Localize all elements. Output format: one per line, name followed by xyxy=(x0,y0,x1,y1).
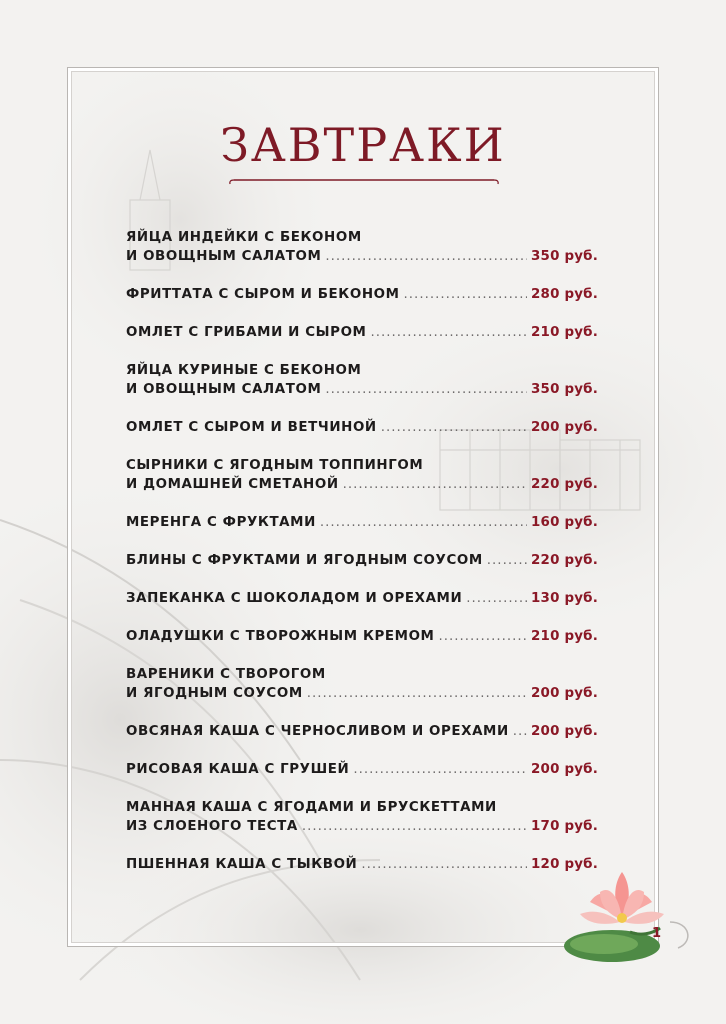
menu-item-price: 130 руб. xyxy=(531,591,598,606)
menu-item xyxy=(126,551,598,570)
dot-leader xyxy=(343,475,527,494)
menu-item xyxy=(126,665,598,703)
menu-item-line xyxy=(126,589,598,608)
menu-item-price: 280 руб. xyxy=(531,287,598,302)
menu-item-price: 200 руб. xyxy=(531,420,598,435)
breakfast-menu-list xyxy=(126,228,598,893)
menu-item-price: 200 руб. xyxy=(531,724,598,739)
menu-item-price: 200 руб. xyxy=(531,686,598,701)
page-title: ЗАВТРАКИ xyxy=(220,118,506,172)
menu-item-name: ЯЙЦА ИНДЕЙКИ С БЕКОНОМ xyxy=(126,230,362,245)
menu-item-line xyxy=(126,855,598,874)
menu-item-line xyxy=(126,798,598,817)
menu-item-name: ОМЛЕТ С ГРИБАМИ И СЫРОМ xyxy=(126,325,367,340)
menu-item-line xyxy=(126,665,598,684)
menu-item-name: РИСОВАЯ КАША С ГРУШЕЙ xyxy=(126,762,350,777)
menu-item-name: ЗАПЕКАНКА С ШОКОЛАДОМ И ОРЕХАМИ xyxy=(126,591,463,606)
menu-item-line xyxy=(126,627,598,646)
dot-leader xyxy=(353,760,527,779)
title-underline-ornament xyxy=(228,176,500,186)
menu-item-name: И ДОМАШНЕЙ СМЕТАНОЙ xyxy=(126,477,339,492)
menu-item-price: 170 руб. xyxy=(531,819,598,834)
dot-leader xyxy=(302,817,527,836)
dot-leader xyxy=(370,323,527,342)
menu-item-name: И ЯГОДНЫМ СОУСОМ xyxy=(126,686,303,701)
menu-item-name: МАННАЯ КАША С ЯГОДАМИ И БРУСКЕТТАМИ xyxy=(126,800,497,815)
menu-item xyxy=(126,760,598,779)
menu-item-name: БЛИНЫ С ФРУКТАМИ И ЯГОДНЫМ СОУСОМ xyxy=(126,553,483,568)
menu-item-name: МЕРЕНГА С ФРУКТАМИ xyxy=(126,515,316,530)
menu-item-line xyxy=(126,475,598,494)
menu-item-line xyxy=(126,722,598,741)
menu-item-line xyxy=(126,551,598,570)
menu-item-line xyxy=(126,760,598,779)
menu-item-line xyxy=(126,513,598,532)
menu-item xyxy=(126,456,598,494)
dot-leader xyxy=(487,551,527,570)
menu-item xyxy=(126,627,598,646)
menu-item-name: ВАРЕНИКИ С ТВОРОГОМ xyxy=(126,667,326,682)
menu-item xyxy=(126,285,598,304)
dot-leader xyxy=(307,684,527,703)
menu-item xyxy=(126,361,598,399)
dot-leader xyxy=(320,513,527,532)
menu-item xyxy=(126,513,598,532)
page-number: 1 xyxy=(652,926,662,941)
menu-item-name: ОЛАДУШКИ С ТВОРОЖНЫМ КРЕМОМ xyxy=(126,629,435,644)
menu-item-line xyxy=(126,418,598,437)
dot-leader xyxy=(325,380,527,399)
menu-item xyxy=(126,798,598,836)
dot-leader xyxy=(381,418,527,437)
menu-item-line xyxy=(126,285,598,304)
menu-item-name: ОМЛЕТ С СЫРОМ И ВЕТЧИНОЙ xyxy=(126,420,377,435)
menu-item-price: 200 руб. xyxy=(531,762,598,777)
menu-item xyxy=(126,323,598,342)
menu-item-name: ПШЕННАЯ КАША С ТЫКВОЙ xyxy=(126,857,358,872)
menu-item xyxy=(126,722,598,741)
menu-item-name: И ОВОЩНЫМ САЛАТОМ xyxy=(126,382,322,397)
menu-item-price: 210 руб. xyxy=(531,325,598,340)
menu-item-name: ЯЙЦА КУРИНЫЕ С БЕКОНОМ xyxy=(126,363,362,378)
menu-item-line xyxy=(126,228,598,247)
menu-item-line xyxy=(126,380,598,399)
menu-item xyxy=(126,228,598,266)
dot-leader xyxy=(439,627,528,646)
menu-item-name: СЫРНИКИ С ЯГОДНЫМ ТОППИНГОМ xyxy=(126,458,424,473)
menu-item xyxy=(126,589,598,608)
menu-item-price: 350 руб. xyxy=(531,249,598,264)
menu-item-price: 220 руб. xyxy=(531,553,598,568)
menu-item-price: 210 руб. xyxy=(531,629,598,644)
menu-item-line xyxy=(126,456,598,475)
dot-leader xyxy=(361,855,527,874)
menu-item-price: 350 руб. xyxy=(531,382,598,397)
menu-item xyxy=(126,418,598,437)
menu-item-line xyxy=(126,684,598,703)
dot-leader xyxy=(466,589,527,608)
menu-item-line xyxy=(126,361,598,380)
menu-item xyxy=(126,855,598,874)
dot-leader xyxy=(513,722,527,741)
menu-item-name: ФРИТТАТА С СЫРОМ И БЕКОНОМ xyxy=(126,287,400,302)
menu-item-price: 220 руб. xyxy=(531,477,598,492)
menu-item-price: 160 руб. xyxy=(531,515,598,530)
menu-item-name: ОВСЯНАЯ КАША С ЧЕРНОСЛИВОМ И ОРЕХАМИ xyxy=(126,724,509,739)
menu-item-name: ИЗ СЛОЕНОГО ТЕСТА xyxy=(126,819,298,834)
menu-item-line xyxy=(126,817,598,836)
menu-item-line xyxy=(126,247,598,266)
menu-item-line xyxy=(126,323,598,342)
dot-leader xyxy=(325,247,527,266)
dot-leader xyxy=(404,285,527,304)
lotus-flower-illustration xyxy=(560,862,700,967)
menu-item-price: 120 руб. xyxy=(531,857,598,872)
menu-item-name: И ОВОЩНЫМ САЛАТОМ xyxy=(126,249,322,264)
